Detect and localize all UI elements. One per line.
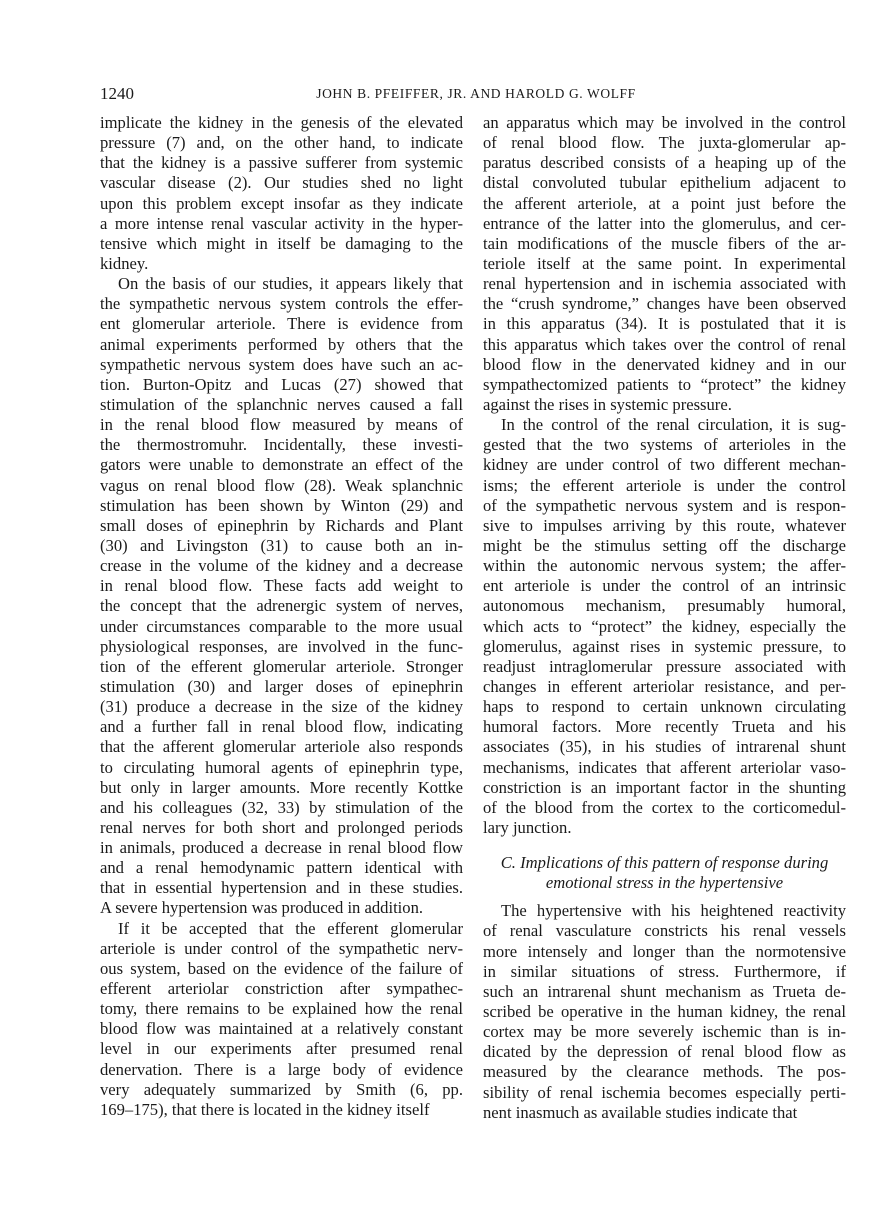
section-heading-line: C. Implications of this pattern of response during bbox=[500, 853, 829, 873]
text-line: paratus described consists of a heaping up of the bbox=[483, 153, 846, 173]
text-line: upon this problem except insofar as they indicate bbox=[100, 193, 463, 213]
text-line: humoral factors. More recently Trueta and his bbox=[483, 717, 846, 737]
text-line: glomerulus, against rises in systemic pressure, to bbox=[483, 636, 846, 656]
text-line: changes in efferent arteriolar resistance, and per- bbox=[483, 676, 846, 696]
text-line: entrance of the latter into the glomerulus, and cer- bbox=[483, 213, 846, 233]
left-column bbox=[100, 113, 463, 1120]
text-line: In the control of the renal circulation, it is sug- bbox=[501, 415, 846, 435]
text-line: gested that the two systems of arterioles in the bbox=[483, 435, 846, 455]
text-line: animal experiments performed by others that the bbox=[100, 334, 463, 354]
text-line: such an intrarenal shunt mechanism as Trueta de- bbox=[483, 981, 846, 1001]
text-line: stimulation has been shown by Winton (29) and bbox=[100, 495, 463, 515]
text-line: of renal vasculature constricts his renal vessels bbox=[483, 921, 846, 941]
text-line: gators were unable to demonstrate an effect of the bbox=[100, 455, 463, 475]
text-line: the sympathetic nervous system controls the effer- bbox=[100, 294, 463, 314]
text-line: renal nerves for both short and prolonged periods bbox=[100, 817, 463, 837]
text-line: and a further fall in renal blood flow, indicating bbox=[100, 717, 463, 737]
text-line: blood flow in the denervated kidney and in our bbox=[483, 354, 846, 374]
text-line: (31) produce a decrease in the size of the kidney bbox=[100, 697, 463, 717]
text-line: dicated by the depression of renal blood flow as bbox=[483, 1042, 846, 1062]
text-line: the “crush syndrome,” changes have been observed bbox=[483, 294, 846, 314]
text-line: under circumstances comparable to the more usual bbox=[100, 616, 463, 636]
text-line: implicate the kidney in the genesis of the elevated bbox=[100, 113, 463, 132]
text-line: The hypertensive with his heightened reactivity bbox=[501, 901, 846, 921]
text-line: tion. Burton-Opitz and Lucas (27) showed that bbox=[100, 374, 463, 394]
text-line: teriole itself at the same point. In experimental bbox=[483, 253, 846, 273]
text-line: of the blood from the cortex to the corticomedul- bbox=[483, 797, 846, 817]
text-line: denervation. There is a large body of evidence bbox=[100, 1059, 463, 1079]
text-line: and his colleagues (32, 33) by stimulation of the bbox=[100, 797, 463, 817]
text-line: and a renal hemodynamic pattern identical with bbox=[100, 858, 463, 878]
text-line: haps to respond to certain unknown circulating bbox=[483, 697, 846, 717]
text-line: level in our experiments after presumed renal bbox=[100, 1039, 463, 1059]
text-line: sibility of renal ischemia becomes especially perti- bbox=[483, 1082, 846, 1102]
right-column-text-top bbox=[483, 113, 846, 838]
right-column bbox=[483, 113, 846, 1123]
text-line: to circulating humoral agents of epinephrin type, bbox=[100, 757, 463, 777]
text-line: tain modifications of the muscle fibers of the ar- bbox=[483, 233, 846, 253]
text-line: scribed be operative in the human kidney, the renal bbox=[483, 1002, 846, 1022]
text-line: in animals, produced a decrease in renal blood flow bbox=[100, 838, 463, 858]
text-line: stimulation (30) and larger doses of epinephrin bbox=[100, 676, 463, 696]
text-line: the afferent arteriole, at a point just before the bbox=[483, 193, 846, 213]
text-line: arteriole is under control of the sympathetic nerv- bbox=[100, 938, 463, 958]
text-line: ent glomerular arteriole. There is evidence from bbox=[100, 314, 463, 334]
text-line: in similar situations of stress. Furthermore, if bbox=[483, 961, 846, 981]
running-head-authors: JOHN B. PFEIFFER, JR. AND HAROLD G. WOLFF bbox=[316, 86, 636, 101]
text-line: distal convoluted tubular epithelium adjacent to bbox=[483, 173, 846, 193]
text-line: sympathectomized patients to “protect” the kidney bbox=[483, 374, 846, 394]
text-line: (30) and Livingston (31) to cause both an in- bbox=[100, 535, 463, 555]
text-line: within the autonomic nervous system; the affer- bbox=[483, 556, 846, 576]
text-line: renal hypertension and in ischemia associated with bbox=[483, 274, 846, 294]
text-line: sympathetic nervous system does have such an ac- bbox=[100, 354, 463, 374]
text-line: that the kidney is a passive sufferer from systemic bbox=[100, 153, 463, 173]
text-line: the concept that the adrenergic system of nerves, bbox=[100, 596, 463, 616]
text-line: kidney. bbox=[100, 253, 149, 273]
text-line: the thermostromuhr. Incidentally, these investi- bbox=[100, 435, 463, 455]
text-line: kidney are under control of two different mechan- bbox=[483, 455, 846, 475]
text-line: cortex may be more severely ischemic than is in- bbox=[483, 1022, 846, 1042]
text-line: very adequately summarized by Smith (6, pp. bbox=[100, 1079, 463, 1099]
text-line: crease in the volume of the kidney and a decrease bbox=[100, 556, 463, 576]
text-line: a more intense renal vascular activity in the hyper- bbox=[100, 213, 463, 233]
text-line: in this apparatus (34). It is postulated that it is bbox=[483, 314, 846, 334]
text-line: in renal blood flow. These facts add weight to bbox=[100, 576, 463, 596]
text-line: If it be accepted that the efferent glomerular bbox=[118, 918, 463, 938]
page-header bbox=[100, 84, 852, 106]
text-line: an apparatus which may be involved in the control bbox=[483, 113, 846, 132]
text-line: readjust intraglomerular pressure associated with bbox=[483, 656, 846, 676]
text-line: in the renal blood flow measured by means of bbox=[100, 415, 463, 435]
section-heading-c bbox=[483, 852, 846, 892]
text-line: blood flow was maintained at a relatively constant bbox=[100, 1019, 463, 1039]
text-line: of renal blood flow. The juxta-glomerular ap- bbox=[483, 133, 846, 153]
page-number: 1240 bbox=[100, 84, 134, 103]
text-line: more intensely and longer than the normotensive bbox=[483, 941, 846, 961]
text-line: autonomous mechanism, presumably humoral, bbox=[483, 596, 846, 616]
text-line: that the afferent glomerular arteriole also responds bbox=[100, 737, 463, 757]
text-line: of the sympathetic nervous system and is respon- bbox=[483, 495, 846, 515]
text-line: which acts to “protect” the kidney, especially the bbox=[483, 616, 846, 636]
text-line: physiological responses, are involved in the func- bbox=[100, 636, 463, 656]
text-line: that in essential hypertension and in these studies. bbox=[100, 878, 463, 898]
text-line: associates (35), in his studies of intrarenal shunt bbox=[483, 737, 846, 757]
text-line: lary junction. bbox=[483, 817, 572, 837]
section-heading-line: emotional stress in the hypertensive bbox=[545, 873, 784, 893]
text-line: tomy, there remains to be explained how the renal bbox=[100, 999, 463, 1019]
text-line: tion of the efferent glomerular arteriole. Stronger bbox=[100, 656, 463, 676]
text-line: might be the stimulus setting off the discharge bbox=[483, 535, 846, 555]
text-line: nent inasmuch as available studies indicate that bbox=[483, 1102, 798, 1122]
text-line: mechanisms, indicates that afferent arteriolar vaso- bbox=[483, 757, 846, 777]
text-line: On the basis of our studies, it appears likely that bbox=[118, 274, 463, 294]
text-line: tensive which might in itself be damaging to the bbox=[100, 233, 463, 253]
text-line: small doses of epinephrin by Richards and Plant bbox=[100, 515, 463, 535]
text-line: efferent arteriolar constriction after sympathec- bbox=[100, 979, 463, 999]
text-line: sive to impulses arriving by this route, whatever bbox=[483, 515, 846, 535]
text-line: A severe hypertension was produced in addition. bbox=[100, 898, 424, 918]
text-line: measured by the clearance methods. The pos- bbox=[483, 1062, 846, 1082]
text-line: stimulation of the splanchnic nerves caused a fall bbox=[100, 394, 463, 414]
text-line: isms; the efferent arteriole is under the control bbox=[483, 475, 846, 495]
text-line: vascular disease (2). Our studies shed no light bbox=[100, 173, 463, 193]
right-column-text-bottom bbox=[483, 901, 846, 1123]
text-line: ent arteriole is under the control of an intrinsic bbox=[483, 576, 846, 596]
text-line: but only in larger amounts. More recently Kottke bbox=[100, 777, 463, 797]
text-line: this apparatus which takes over the control of renal bbox=[483, 334, 846, 354]
text-line: vagus on renal blood flow (28). Weak splanchnic bbox=[100, 475, 463, 495]
text-line: pressure (7) and, on the other hand, to indicate bbox=[100, 133, 463, 153]
text-line: 169–175), that there is located in the kidney itself bbox=[100, 1099, 430, 1119]
text-line: constriction is an important factor in the shunting bbox=[483, 777, 846, 797]
text-line: against the rises in systemic pressure. bbox=[483, 394, 732, 414]
text-line: ous system, based on the evidence of the failure of bbox=[100, 958, 463, 978]
